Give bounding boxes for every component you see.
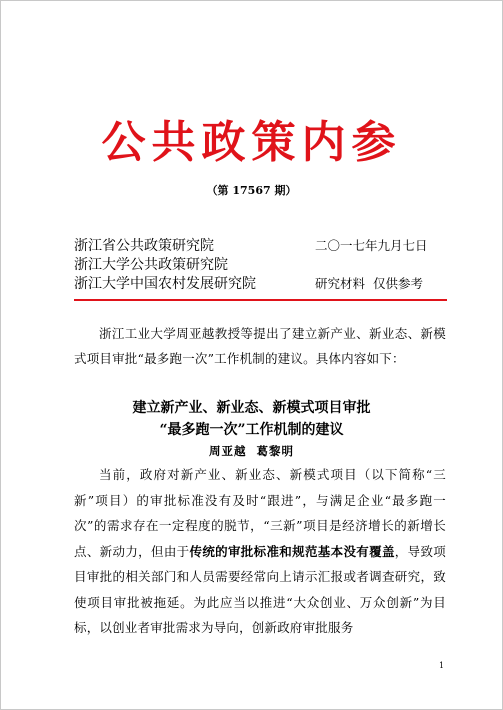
article-body-paragraph bbox=[74, 462, 446, 641]
issue-number: （第 17567 期） bbox=[206, 184, 297, 197]
intro-paragraph: 浙江工业大学周亚越教授等提出了建立新产业、新业态、新模式项目审批“最多跑一次”工作机制的建议。具体内容如下： bbox=[74, 326, 446, 366]
org-name: 浙江大学公共政策研究院 bbox=[74, 257, 228, 273]
article-authors: 周亚越 葛黎明 bbox=[208, 444, 294, 458]
reference-note: 研究材料 仅供参考 bbox=[315, 276, 423, 291]
article-title-line-1: 建立新产业、新业态、新模式项目审批 bbox=[132, 400, 371, 416]
body-text-run: 当前，政府对新产业、新业态、新模式项目（以下简称“三新”项目）的审批标准没有及时“跟进”，与满足企业“最多跑一次”的需求存在一定程度的脱节，“三新”项目是经济增长的新增长点、新动力，但由于 bbox=[74, 467, 446, 559]
masthead-title: 公共政策内参 bbox=[101, 117, 402, 168]
publication-date: 二〇一七年九月七日 bbox=[315, 238, 428, 253]
article-title-line-2: “最多跑一次”工作机制的建议 bbox=[159, 422, 344, 438]
org-name: 浙江大学中国农村发展研究院 bbox=[74, 276, 256, 292]
body-text-run: ，导致项目审批的相关部门和人员需要经常向上请示汇报或者调查研究，致使项目审批被拖延。为此应当以推进“大众创业、万众创新”为目标，以创业者审批需求为导向，创新政府审批服务 bbox=[74, 543, 446, 635]
org-name: 浙江省公共政策研究院 bbox=[74, 238, 214, 254]
page-number: 1 bbox=[439, 661, 445, 670]
header-divider bbox=[74, 299, 447, 301]
body-bold-phrase: 传统的审批标准和规范基本没有覆盖 bbox=[189, 543, 395, 559]
